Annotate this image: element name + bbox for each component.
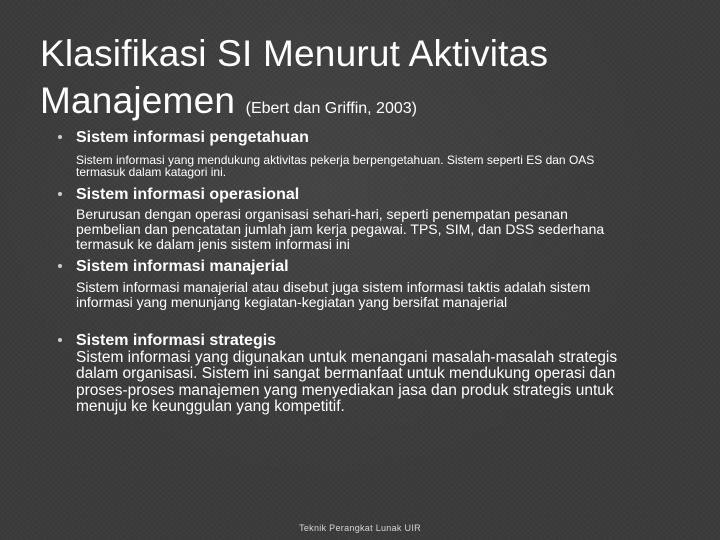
list-item-pengetahuan — [76, 128, 636, 178]
item-description: Sistem informasi manajerial atau disebut juga sistem informasi taktis adalah sistem informasi yang menunjang kegiatan-kegiatan yang bersifat manajerial — [76, 279, 591, 310]
list-item-strategis — [76, 331, 636, 416]
item-heading: Sistem informasi manajerial — [76, 258, 289, 275]
bullet-icon — [58, 135, 62, 139]
slide-footer: Teknik Perangkat Lunak UIR — [299, 523, 421, 533]
list-item-operasional — [76, 185, 636, 252]
title-line-1: Klasifikasi SI Menurut Aktivitas — [40, 33, 549, 74]
title-source: (Ebert dan Griffin, 2003) — [245, 100, 417, 117]
item-heading: Sistem informasi pengetahuan — [76, 129, 309, 146]
item-description: Sistem informasi yang digunakan untuk menangani masalah-masalah strategis dalam organisasi. Sistem ini sangat bermanfaat untuk mendukung operasi dan proses-proses manajemen yang menyediakan jasa dan produk strategis untuk menuju ke keunggulan yang kompetitif. — [76, 349, 618, 416]
item-description: Berurusan dengan operasi organisasi sehari-hari, seperti penempatan pesanan pembelian dan pencatatan jumlah jam kerja pegawai. TPS, SIM, dan DSS sederhana termasuk ke dalam jenis sistem informasi ini — [76, 206, 605, 252]
item-description: Sistem informasi yang mendukung aktivitas pekerja berpengetahuan. Sistem seperti ES dan OAS termasuk dalam katagori ini. — [76, 153, 595, 179]
bullet-icon — [58, 338, 62, 342]
item-heading: Sistem informasi strategis — [76, 332, 277, 349]
bullet-icon — [58, 192, 62, 196]
bullet-icon — [58, 264, 62, 268]
item-heading: Sistem informasi operasional — [76, 186, 300, 203]
list-item-manajerial — [76, 257, 636, 310]
title-line-2: Manajemen — [40, 80, 236, 121]
